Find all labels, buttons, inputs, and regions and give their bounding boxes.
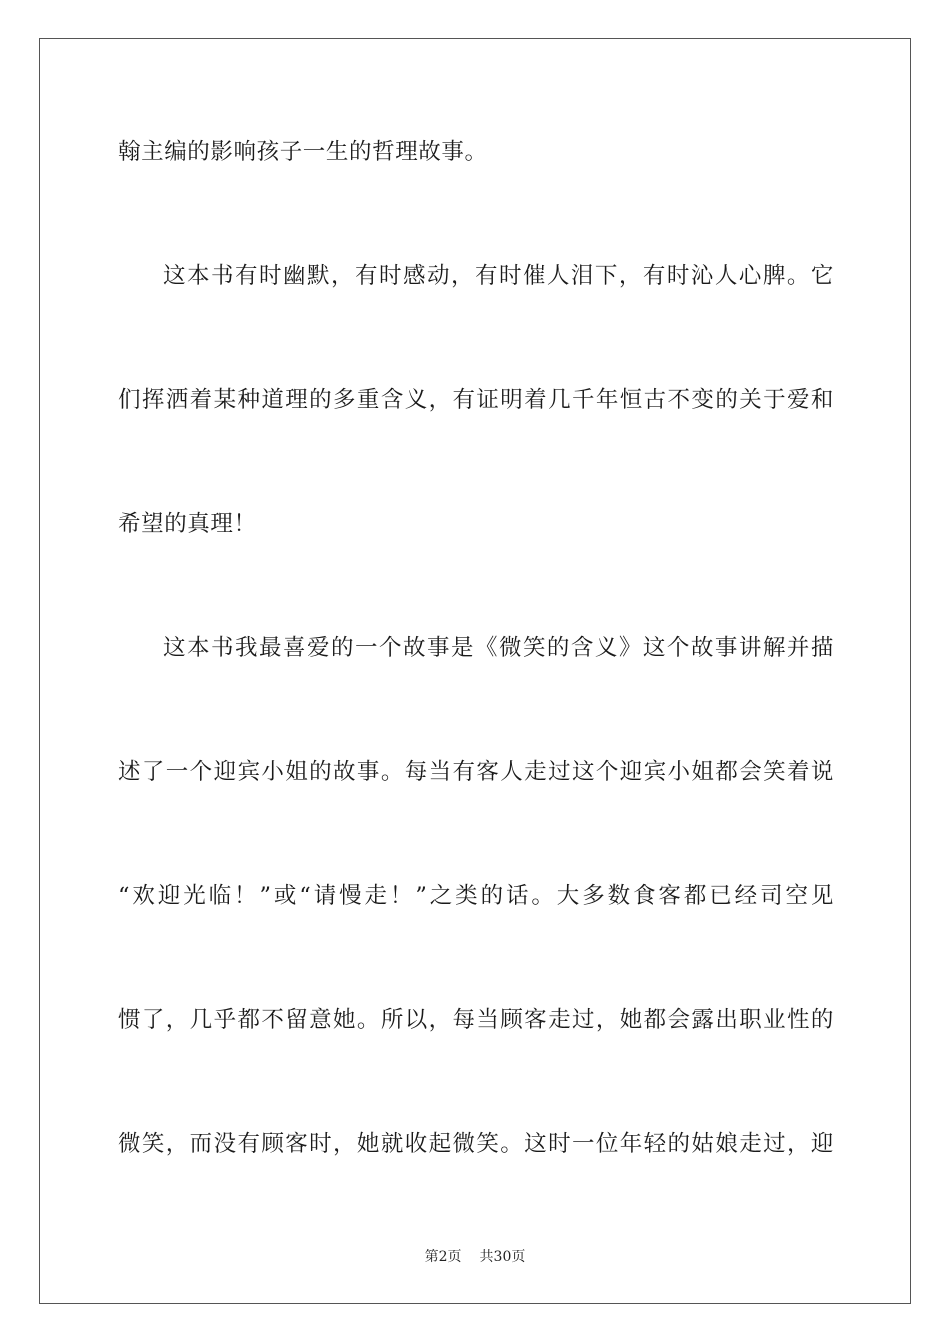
- page-number: 第2页: [424, 1249, 462, 1265]
- paragraph-line: 这本书有时幽默，有时感动，有时催人泪下，有时沁人心脾。它: [163, 263, 834, 289]
- paragraph-line: 们挥洒着某种道理的多重含义，有证明着几千年恒古不变的关于爱和: [118, 387, 834, 413]
- page-border: [39, 38, 911, 1304]
- paragraph-line: 翰主编的影响孩子一生的哲理故事。: [118, 139, 488, 165]
- paragraph-line: “欢迎光临！”或“请慢走！”之类的话。大多数食客都已经司空见: [118, 883, 834, 909]
- paragraph-line: 微笑，而没有顾客时，她就收起微笑。这时一位年轻的姑娘走过，迎: [118, 1131, 834, 1157]
- page-total: 共30页: [479, 1249, 526, 1265]
- paragraph-line: 惯了，几乎都不留意她。所以，每当顾客走过，她都会露出职业性的: [118, 1007, 834, 1033]
- paragraph-line: 这本书我最喜爱的一个故事是《微笑的含义》这个故事讲解并描: [163, 635, 834, 661]
- paragraph-line: 希望的真理！: [118, 511, 257, 537]
- paragraph-line: 述了一个迎宾小姐的故事。每当有客人走过这个迎宾小姐都会笑着说: [118, 759, 834, 785]
- page-footer: [0, 1247, 950, 1267]
